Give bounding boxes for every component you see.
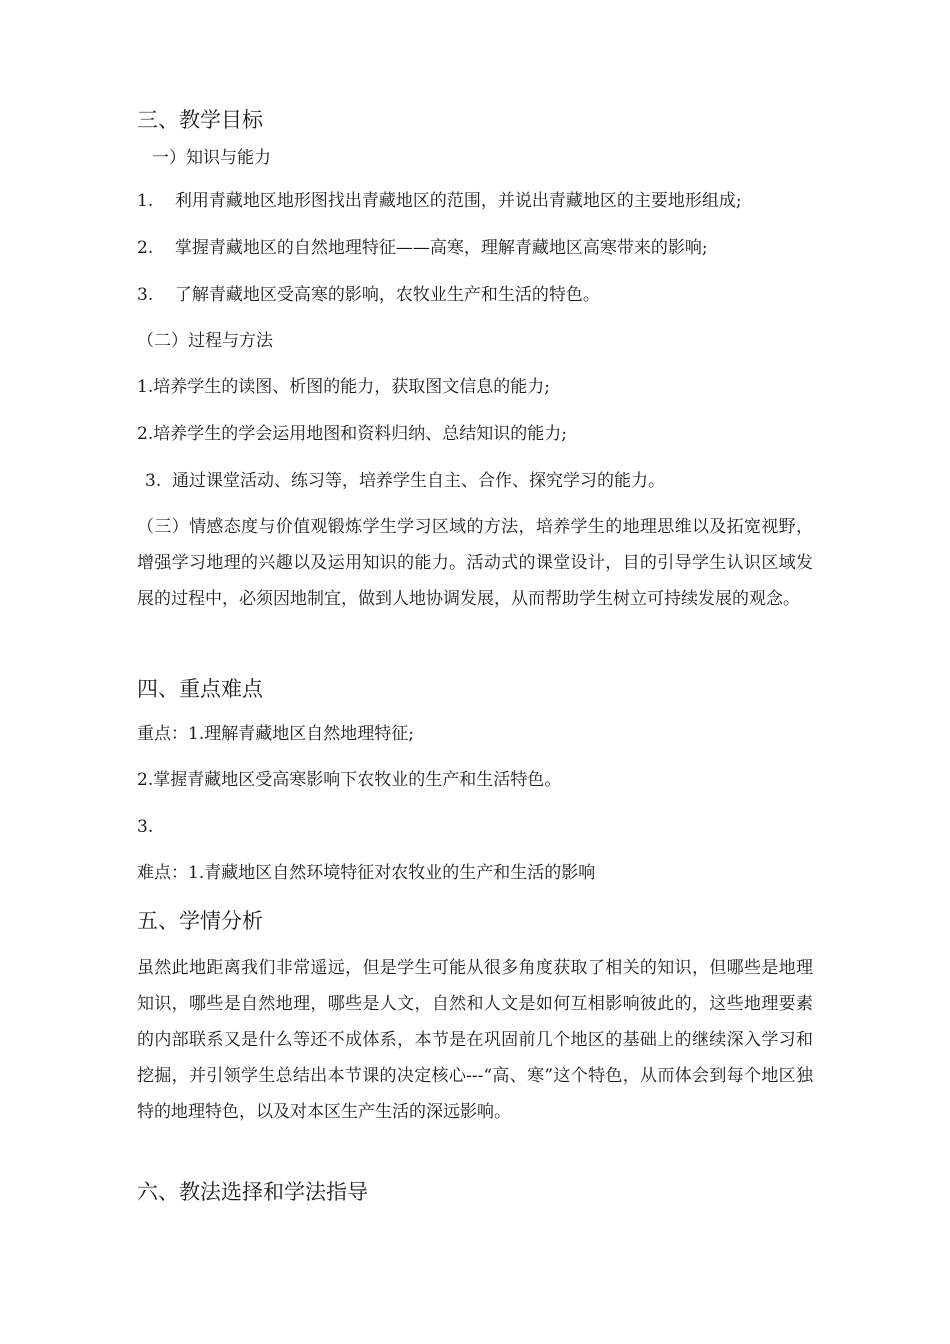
section-heading-learner-analysis: 五、学情分析	[137, 909, 263, 933]
process-item-3: 3. 通过课堂活动、练习等，培养学生自主、合作、探究学习的能力。	[145, 471, 666, 491]
learner-analysis-paragraph: 虽然此地距离我们非常遥远，但是学生可能从很多角度获取了相关的知识，但哪些是地理知识，哪些是自然地理，哪些是人文，自然和人文是如何互相影响彼此的，这些地理要素的内部联系又是什么等还不成体系，本节是在巩固前几个地区的基础上的继续深入学习和挖掘，并引领学生总结出本节课的决定核心---“高、寒”这个特色，从而体会到每个地区独特的地理特色，以及对本区生产生活的深远影响。	[137, 958, 813, 1122]
section-heading-objectives: 三、教学目标	[137, 108, 263, 132]
knowledge-item-1: 1. 利用青藏地区地形图找出青藏地区的范围，并说出青藏地区的主要地形组成;	[137, 191, 742, 211]
knowledge-item-2: 2. 掌握青藏地区的自然地理特征——高寒，理解青藏地区高寒带来的影响;	[137, 238, 708, 258]
key-point-1: 重点：1.理解青藏地区自然地理特征;	[137, 724, 414, 744]
process-item-1: 1.培养学生的读图、析图的能力，获取图文信息的能力;	[137, 377, 550, 397]
process-item-2: 2.培养学生的学会运用地图和资料归纳、总结知识的能力;	[137, 424, 567, 444]
section-heading-key-points: 四、重点难点	[137, 677, 263, 701]
attitude-paragraph: （三）情感态度与价值观锻炼学生学习区域的方法，培养学生的地理思维以及拓宽视野，增强学习地理的兴趣以及运用知识的能力。活动式的课堂设计，目的引导学生认识区域发展的过程中，必须因地制宜，做到人地协调发展，从而帮助学生树立可持续发展的观念。	[137, 517, 813, 609]
key-point-3: 3.	[137, 817, 154, 837]
key-point-2: 2.掌握青藏地区受高寒影响下农牧业的生产和生活特色。	[137, 770, 562, 790]
knowledge-item-3: 3. 了解青藏地区受高寒的影响，农牧业生产和生活的特色。	[137, 285, 600, 305]
section-heading-teaching-methods: 六、教法选择和学法指导	[137, 1180, 368, 1204]
subheading-process: （二）过程与方法	[137, 331, 273, 351]
subheading-knowledge: 一）知识与能力	[152, 148, 271, 168]
difficulty-point-1: 难点：1.青藏地区自然环境特征对农牧业的生产和生活的影响	[137, 863, 596, 883]
